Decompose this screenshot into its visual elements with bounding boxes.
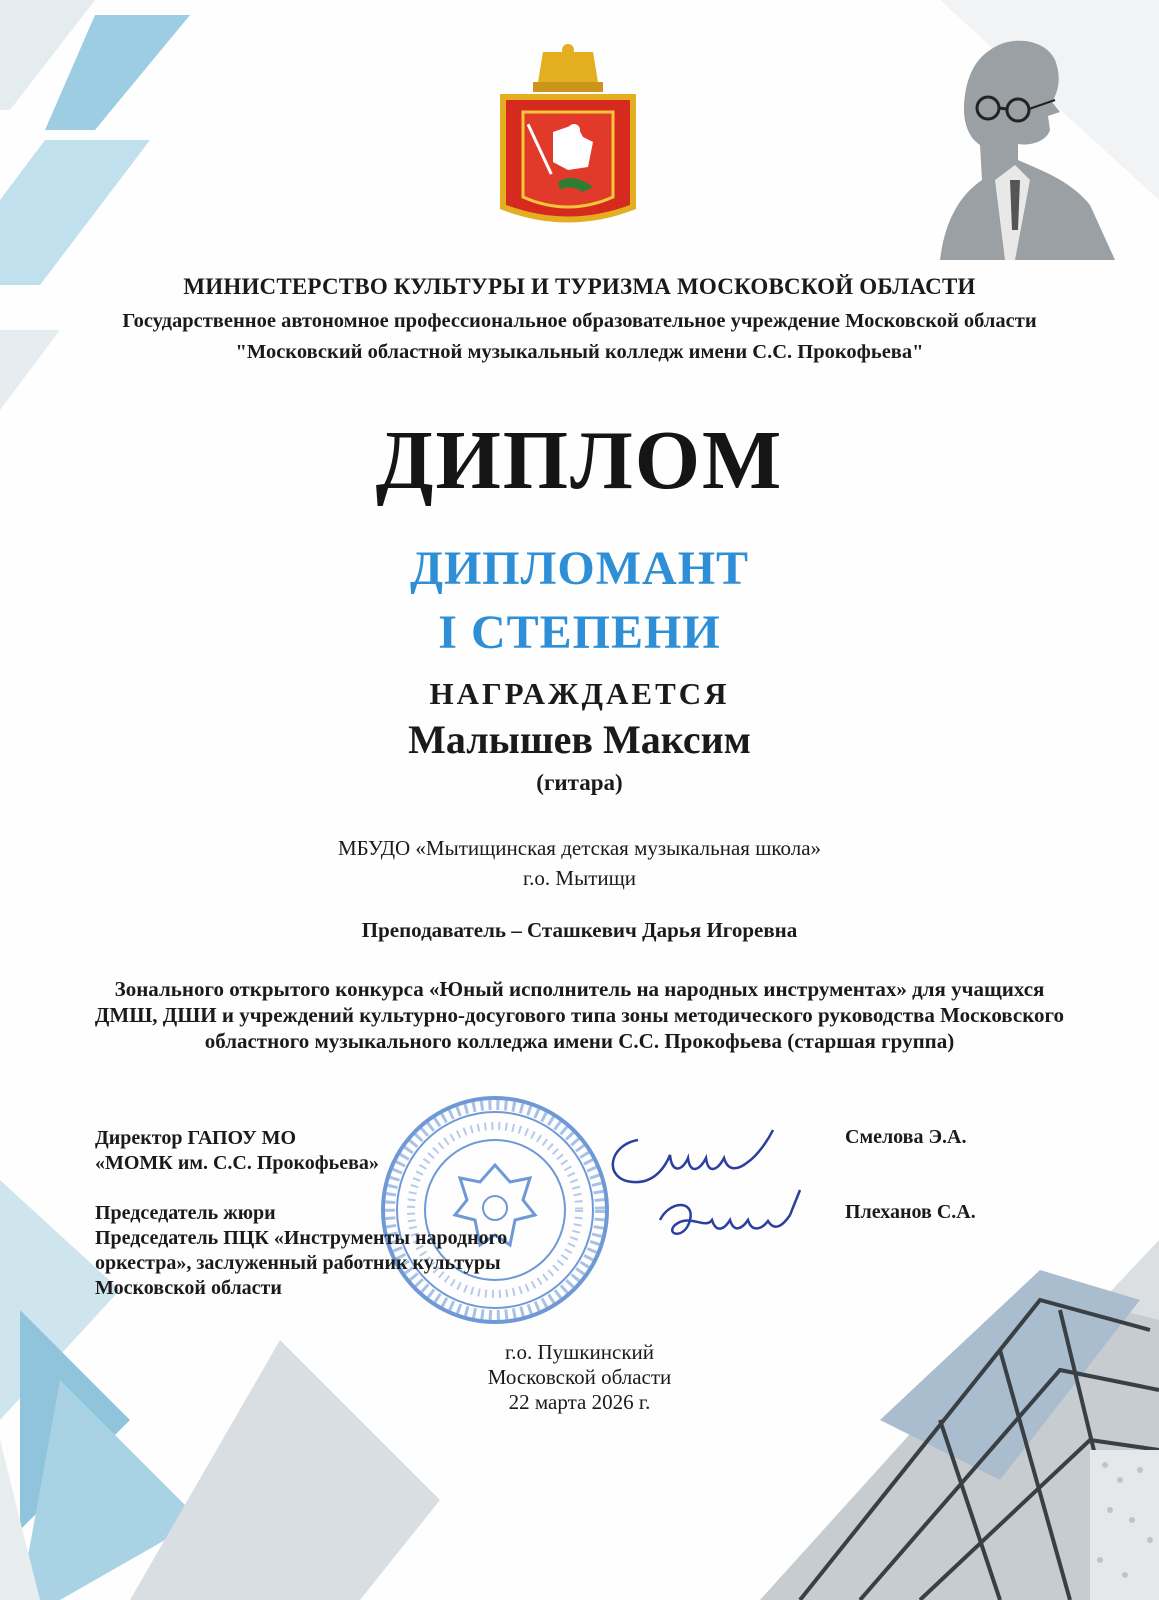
college-name: "Московский областной музыкальный колледж имени С.С. Прокофьева" [235,341,924,363]
school-city: г.о. Мытищи [522,866,637,890]
ministry-title: МИНИСТЕРСТВО КУЛЬТУРЫ И ТУРИЗМА МОСКОВСКОЙ ОБЛАСТИ [183,274,976,299]
jury-title-line-4: Московской области [95,1277,282,1299]
awarded-label: НАГРАЖДАЕТСЯ [429,676,730,711]
issue-date: 22 марта 2026 г. [508,1390,651,1414]
institution-name: Государственное автономное профессиональное образовательное учреждение Московской области [122,310,1037,332]
degree-line-2: I СТЕПЕНИ [438,606,721,659]
prokofiev-silhouette-icon [920,30,1120,260]
recipient-name: Малышев Максим [408,717,751,762]
jury-title-line-1: Председатель жюри [95,1202,276,1224]
jury-title-line-3: оркестра», заслуженный работник культуры [95,1252,501,1274]
degree-line-1: ДИПЛОМАНТ [409,542,750,595]
jury-title [95,1201,507,1301]
diploma-title: ДИПЛОМ [375,414,784,507]
jury-signature [650,1185,810,1255]
jury-name: Плеханов С.А. [845,1201,976,1223]
moscow-oblast-coat-of-arms-icon [498,42,638,232]
place-line-2: Московской области [487,1365,672,1389]
recipient-instrument: (гитара) [536,770,623,795]
director-title-line-1: Директор ГАПОУ МО [95,1127,297,1149]
contest-description: Зонального открытого конкурса «Юный исполнитель на народных инструментах» для учащихся ДМШ, ДШИ и учреждений культурно-досугового типа зоны методического руководства Московского областного музыкального колледжа имени С.С. Прокофьева (старшая группа) [94,977,1065,1053]
director-title-line-2: «МОМК им. С.С. Прокофьева» [95,1152,379,1174]
director-title [95,1126,379,1176]
director-name: Смелова Э.А. [845,1126,967,1148]
jury-title-line-2: Председатель ПЦК «Инструменты народного [95,1227,508,1249]
school-name: МБУДО «Мытищинская детская музыкальная школа» [337,836,822,860]
place-date [0,1340,1159,1415]
teacher-name: Преподаватель – Сташкевич Дарья Игоревна [361,918,798,942]
place-line-1: г.о. Пушкинский [504,1340,654,1364]
